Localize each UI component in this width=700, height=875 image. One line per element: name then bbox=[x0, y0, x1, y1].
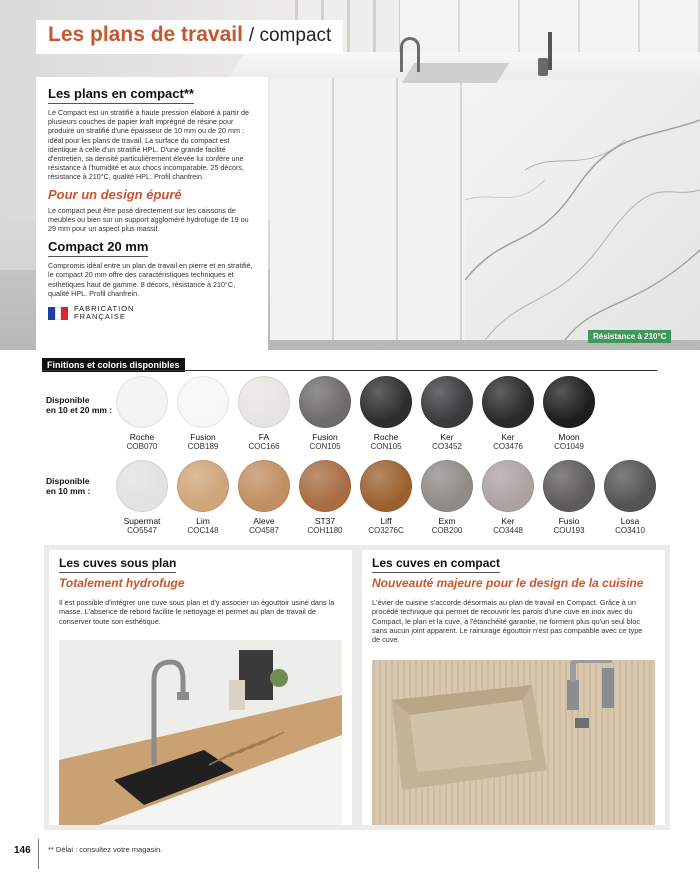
swatch-code: CO3448 bbox=[493, 526, 523, 535]
swatch-label bbox=[110, 516, 174, 536]
compact20-heading: Compact 20 mm bbox=[48, 239, 148, 257]
resistance-badge: Résistance à 210°C bbox=[588, 330, 671, 343]
row1-label-line1: Disponible bbox=[46, 395, 90, 405]
swatch-moon-co1049 bbox=[543, 376, 595, 428]
swatch-label bbox=[476, 516, 540, 536]
swatch-losa-co3410 bbox=[604, 460, 656, 512]
swatch-label bbox=[293, 432, 357, 452]
francaise-label: FRANÇAISE bbox=[74, 312, 126, 322]
swatch-label bbox=[232, 432, 296, 452]
row2-label bbox=[46, 476, 90, 496]
swatch-label bbox=[171, 432, 235, 452]
swatch-name: Exm bbox=[438, 516, 456, 526]
sink-under-photo bbox=[59, 640, 342, 825]
swatch-name: Roche bbox=[373, 432, 399, 442]
row2-label-line2: en 10 mm : bbox=[46, 486, 91, 496]
swatch-name: Liff bbox=[380, 516, 392, 526]
swatch-code: CON105 bbox=[309, 442, 341, 451]
compact-info-box bbox=[36, 77, 268, 350]
swatch-name: Fusio bbox=[558, 516, 580, 526]
swatch-label bbox=[598, 516, 662, 536]
swatch-label bbox=[537, 516, 601, 536]
swatch-name: Aleve bbox=[253, 516, 275, 526]
swatch-name: Supermat bbox=[123, 516, 161, 526]
swatch-ker-co3452 bbox=[421, 376, 473, 428]
swatch-code: CO4587 bbox=[249, 526, 279, 535]
row1-label bbox=[46, 395, 112, 415]
sink-compact-illustration bbox=[372, 660, 655, 825]
swatch-code: CO3276C bbox=[368, 526, 404, 535]
swatch-liff-co3276c bbox=[360, 460, 412, 512]
swatch-label bbox=[537, 432, 601, 452]
swatch-ker-co3448 bbox=[482, 460, 534, 512]
sink-compact-panel bbox=[357, 545, 670, 830]
swatch-st37-coh1180 bbox=[299, 460, 351, 512]
made-in-france bbox=[48, 305, 256, 321]
page-title-sub: / compact bbox=[248, 25, 332, 46]
swatch-name: Fusion bbox=[190, 432, 216, 442]
swatch-exm-cob200 bbox=[421, 460, 473, 512]
compact-body: Le Compact est un stratifié à haute pression élaboré à partir de plusieurs couches de papier kraft imprégné de résine pour produire un stratifié d'une épaisseur de 10 mm ou de 20 mm : idéal pour les plans de travail. La surface du compact est identique à celle d'un stratifié HPL. D'une grande facilité d'entretien, sa densité particulièrement élevée lui confère une résistance à l'humidité et aux chocs incomparable. 25 décors, résistance à 210°C, qualité HPL. Profil chanfrein. bbox=[48, 108, 249, 182]
sink-under-illustration bbox=[59, 640, 342, 825]
swatch-fusion-cob189 bbox=[177, 376, 229, 428]
swatch-name: Roche bbox=[129, 432, 155, 442]
swatch-lim-coc148 bbox=[177, 460, 229, 512]
swatch-fusion-con105 bbox=[299, 376, 351, 428]
sink-compact-subheading: Nouveauté majeure pour le design de la cuisine bbox=[372, 576, 644, 590]
swatch-roche-con105 bbox=[360, 376, 412, 428]
row1-label-line2: en 10 et 20 mm : bbox=[46, 405, 113, 415]
swatch-label bbox=[293, 516, 357, 536]
swatch-supermat-co5547 bbox=[116, 460, 168, 512]
swatch-ker-co3476 bbox=[482, 376, 534, 428]
marble-island-front bbox=[465, 80, 700, 340]
swatch-name: Ker bbox=[501, 432, 515, 442]
swatch-label bbox=[354, 432, 418, 452]
swatch-code: CON105 bbox=[370, 442, 402, 451]
page-title-main: Les plans de travail bbox=[48, 23, 243, 46]
french-flag-icon bbox=[48, 307, 68, 320]
swatch-code: CO1049 bbox=[554, 442, 584, 451]
swatch-name: Ker bbox=[501, 516, 515, 526]
swatch-code: CO5547 bbox=[127, 526, 157, 535]
swatch-name: Losa bbox=[620, 516, 640, 526]
swatch-label bbox=[232, 516, 296, 536]
swatch-label bbox=[171, 516, 235, 536]
swatch-fusio-cou193 bbox=[543, 460, 595, 512]
bottle-icon bbox=[538, 58, 548, 76]
marble-veins bbox=[465, 80, 700, 340]
sink-under-body: Il est possible d'intégrer une cuve sous plan et d'y associer un égouttoir usiné dans la masse. L'absence de rebord facilite le nettoyage et permet au plan de travail de conserver toute son esthétique. bbox=[59, 598, 335, 626]
fabrication-label: FABRICATION bbox=[74, 304, 135, 314]
swatch-code: COU193 bbox=[553, 526, 585, 535]
swatch-code: COB070 bbox=[126, 442, 158, 451]
swatch-roche-cob070 bbox=[116, 376, 168, 428]
swatch-name: ST37 bbox=[314, 516, 336, 526]
sink-compact-photo bbox=[372, 660, 655, 825]
swatch-code: COB200 bbox=[431, 526, 463, 535]
swatch-label bbox=[354, 516, 418, 536]
compact20-body: Compromis idéal entre un plan de travail en pierre et en stratifié, le compact 20 mm offre des caractéristiques techniques et esthétiques haut de gamme. 8 décors, résistance à 210°C, qualité HPL. Profil chanfrein. bbox=[48, 261, 253, 298]
sink-under-subheading: Totalement hydrofuge bbox=[59, 576, 185, 590]
footer-divider bbox=[38, 839, 39, 869]
compact-heading: Les plans en compact** bbox=[48, 86, 194, 104]
swatch-label bbox=[415, 432, 479, 452]
candle-holder-icon bbox=[548, 32, 552, 70]
swatch-name: Ker bbox=[440, 432, 454, 442]
swatch-code: CO3476 bbox=[493, 442, 523, 451]
design-heading: Pour un design épuré bbox=[48, 186, 182, 202]
swatch-name: Moon bbox=[558, 432, 580, 442]
page-title bbox=[36, 20, 343, 54]
swatch-label bbox=[415, 516, 479, 536]
island-cabinets bbox=[270, 78, 465, 340]
footer-note: ** Délai : consultez votre magasin. bbox=[48, 845, 163, 854]
sink-compact-body: L'évier de cuisine s'accorde désormais au plan de travail en Compact. Grâce à un procédé technique qui permet de recouvrir les parois d'une cuve en inox avec du Compact, le plan et la cuve, à l'étanchéité garantie, ne forment plus qu'un seul bloc sans aucun joint apparent. Le rainurage égouttoir n'est pas compatible avec ce type de cuve. bbox=[372, 598, 643, 645]
faucet-icon bbox=[400, 37, 420, 72]
sink-under-panel bbox=[44, 545, 357, 830]
swatch-name: Lim bbox=[196, 516, 210, 526]
swatch-label bbox=[110, 432, 174, 452]
swatch-code: COB189 bbox=[187, 442, 219, 451]
page-number: 146 bbox=[14, 845, 31, 856]
swatch-code: CO3410 bbox=[615, 526, 645, 535]
finishes-title: Finitions et coloris disponibles bbox=[42, 358, 185, 372]
design-body: Le compact peut être posé directement sur les caissons de meubles ou bien sur un support aggloméré hydrofuge de 19 ou 29 mm pour un aspect plus massif. bbox=[48, 205, 249, 234]
swatch-aleve-co4587 bbox=[238, 460, 290, 512]
swatch-label bbox=[476, 432, 540, 452]
finishes-divider bbox=[42, 370, 657, 371]
swatch-name: Fusion bbox=[312, 432, 338, 442]
sink-under-heading: Les cuves sous plan bbox=[59, 556, 176, 573]
row2-label-line1: Disponible bbox=[46, 476, 90, 486]
swatch-code: COH1180 bbox=[307, 526, 343, 535]
hero-photo bbox=[0, 0, 700, 350]
swatch-code: COC166 bbox=[248, 442, 280, 451]
swatch-name: FA bbox=[258, 432, 270, 442]
swatch-fa-coc166 bbox=[238, 376, 290, 428]
swatch-code: COC148 bbox=[187, 526, 219, 535]
swatch-code: CO3452 bbox=[432, 442, 462, 451]
sink-compact-heading: Les cuves en compact bbox=[372, 556, 500, 573]
